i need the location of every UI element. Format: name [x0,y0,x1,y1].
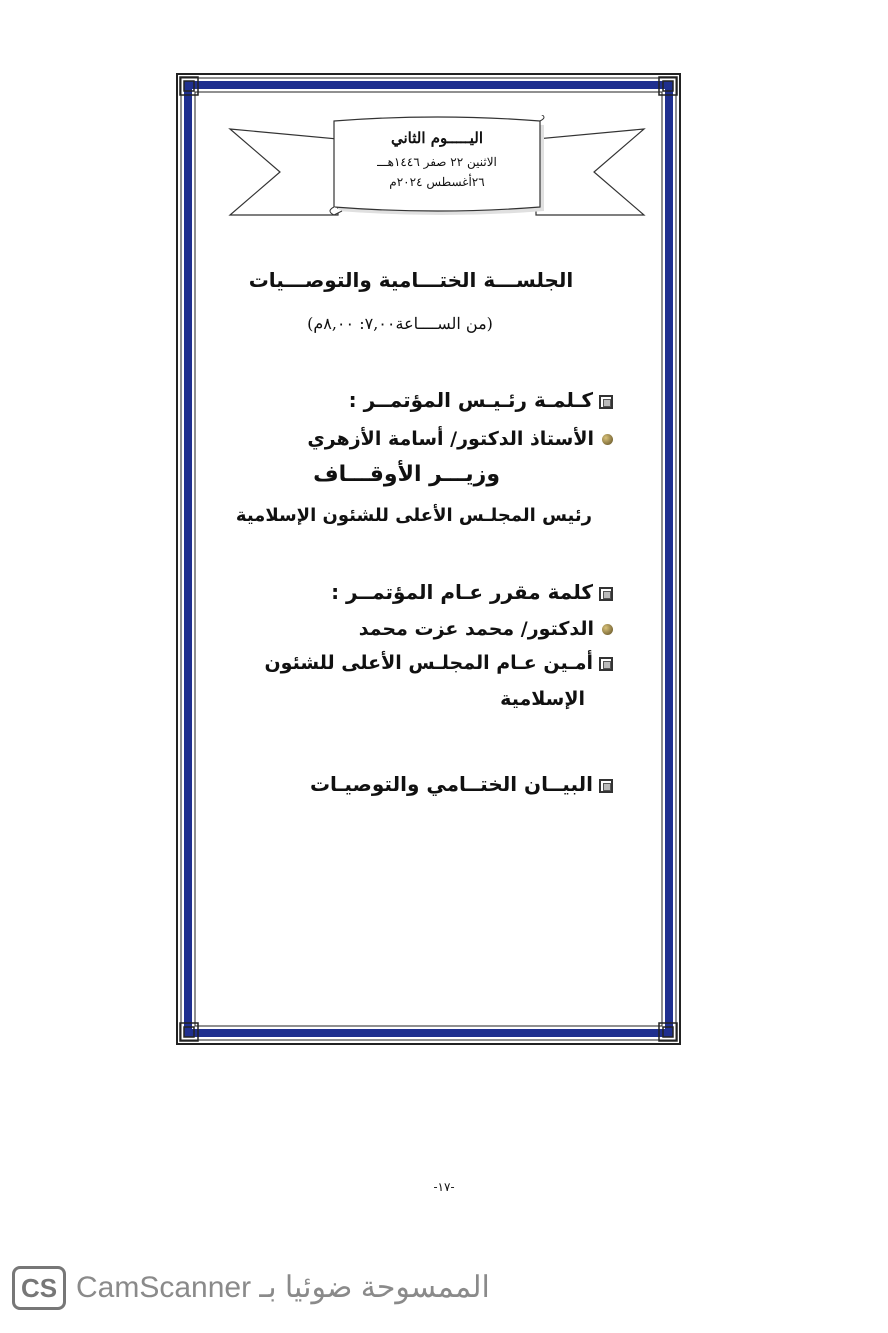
rapporteur-name: الدكتور/ محمد عزت محمد [359,618,613,640]
camscanner-watermark [12,1266,532,1310]
rapporteur-title: أمـين عـام المجلـس الأعلى للشئون [264,652,613,674]
session-time: (من الســــاعة٧,٠٠: ٨,٠٠م) [307,314,493,333]
square-bullet-icon [599,779,613,793]
day-banner [228,115,646,227]
chair-speech-heading: كـلمـة رئـيـس المؤتمــر : [349,388,613,412]
square-bullet-icon [599,587,613,601]
square-bullet-icon [599,395,613,409]
page-number: -١٧- [433,1180,455,1194]
chair-name: الأستاذ الدكتور/ أسامة الأزهري [307,428,613,450]
chair-title-council: رئيس المجلـس الأعلى للشئون الإسلامية [235,505,592,526]
rapporteur-title-continued: الإسلامية [500,688,585,710]
watermark-text: CamScanner الممسوحة ضوئيا بـ [76,1271,490,1304]
rapporteur-speech-heading: كلمة مقرر عـام المؤتمــر : [331,580,613,604]
chair-title-minister: وزيـــر الأوقـــاف [313,462,500,487]
round-bullet-icon [602,624,613,635]
final-statement: البيــان الختــامي والتوصيـات [310,772,613,796]
square-bullet-icon [599,657,613,671]
day-title: اليـــــوم الثاني [390,129,483,147]
gregorian-date: ٢٦أغسطس ٢٠٢٤م [389,175,485,189]
round-bullet-icon [602,434,613,445]
session-title: الجلســـة الختـــامية والتوصـــيات [248,268,574,292]
camscanner-logo-icon: CS [12,1266,66,1310]
hijri-date: الاثنين ٢٢ صفر ١٤٤٦هـــ [377,155,497,169]
